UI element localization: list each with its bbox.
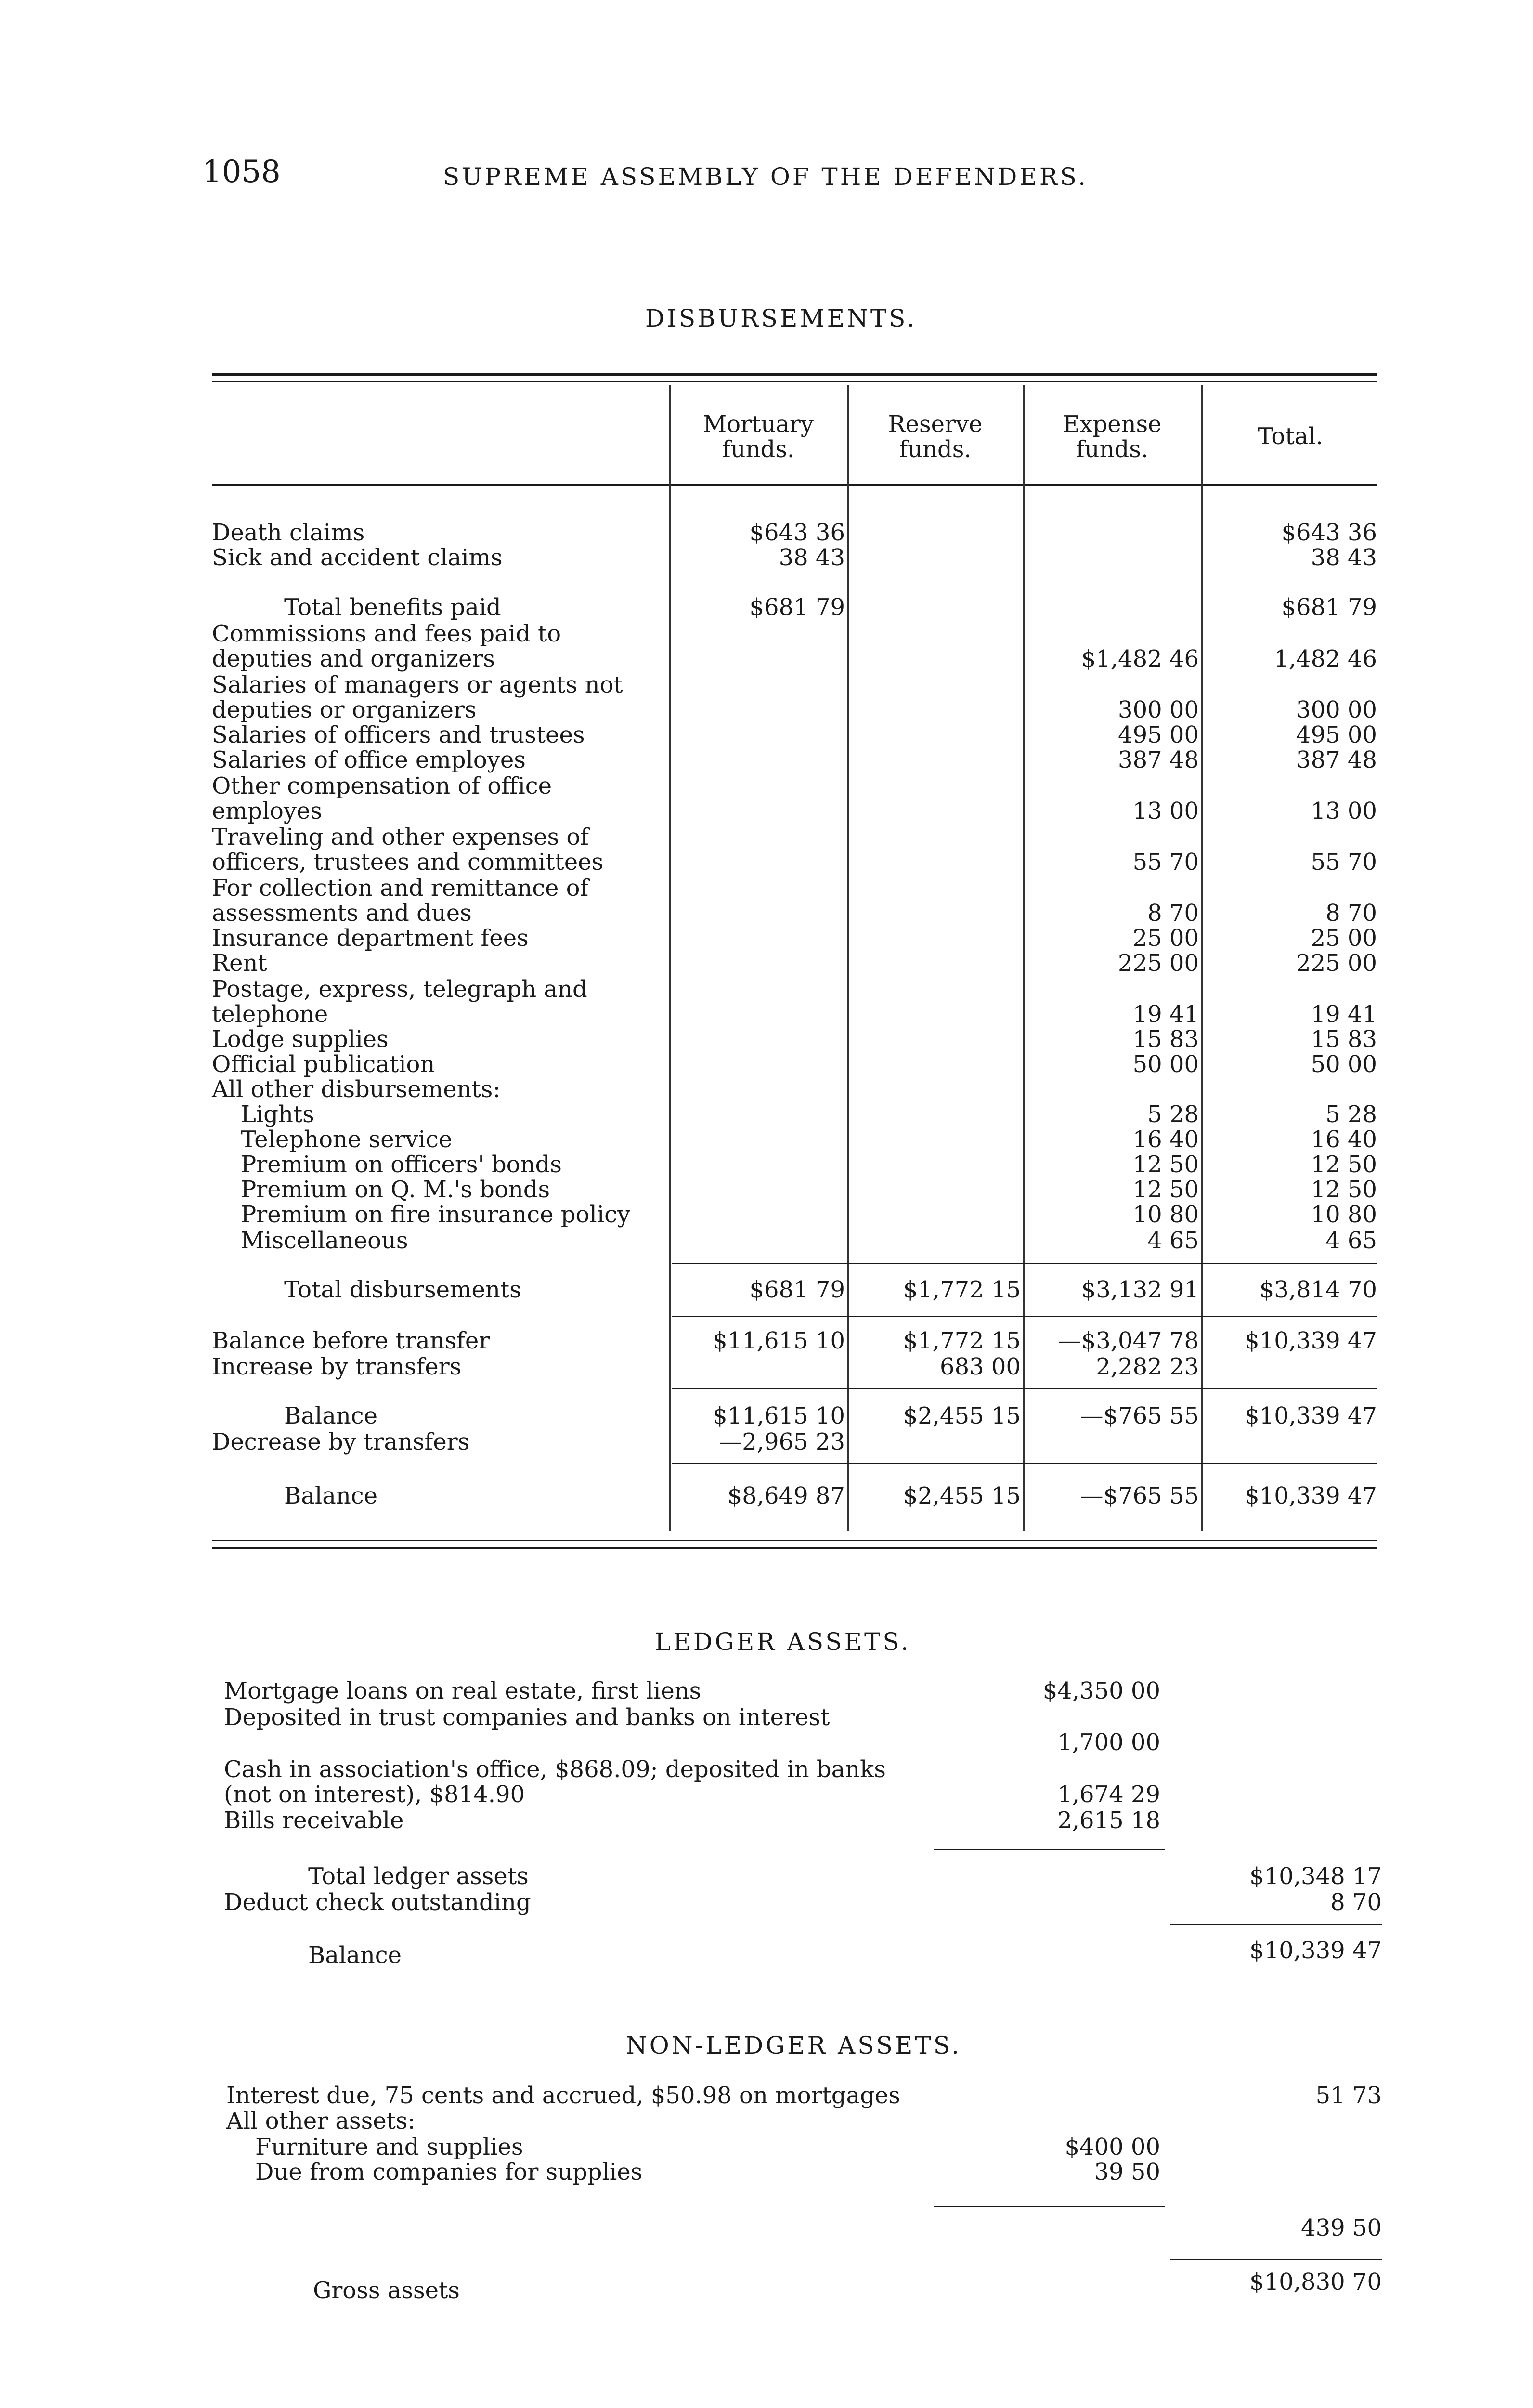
cell-total: $10,339 47	[1245, 1402, 1377, 1429]
disbursements-title: DISBURSEMENTS.	[645, 304, 917, 332]
ledger-rule	[1170, 1924, 1382, 1925]
cell-expense: 225 00	[1118, 950, 1199, 977]
bottom-rule-thin	[212, 1540, 1377, 1541]
cell-total: $681 79	[1281, 594, 1377, 621]
row-label-final-balance: Balance	[284, 1482, 378, 1509]
running-head: SUPREME ASSEMBLY OF THE DEFENDERS.	[443, 163, 1088, 191]
cell-reserve: $2,455 15	[903, 1402, 1021, 1429]
ledger-balance-value: $10,339 47	[1249, 1937, 1382, 1964]
cell-expense: $1,482 46	[1081, 645, 1199, 672]
ledger-assets-title: LEDGER ASSETS.	[655, 1628, 911, 1656]
cell-mortuary: $11,615 10	[713, 1327, 845, 1354]
subtotal-rule	[672, 1388, 1377, 1389]
page-number: 1058	[202, 154, 281, 190]
ledger-total-value: $10,348 17	[1249, 1863, 1382, 1890]
cell-expense: 15 83	[1132, 1026, 1199, 1053]
top-rule-thin	[212, 381, 1377, 382]
row-label-premium-fire: Premium on fire insurance policy	[241, 1201, 631, 1228]
bottom-double-rule	[212, 1547, 1377, 1549]
cell-expense: 2,282 23	[1096, 1353, 1199, 1380]
cell-expense: $3,132 91	[1081, 1276, 1199, 1303]
cell-total: 55 70	[1311, 849, 1377, 876]
ledger-rule	[934, 1849, 1165, 1850]
cell-total: 4 65	[1325, 1227, 1377, 1254]
row-label-commissions: Commissions and fees paid to deputies and organizers	[212, 620, 561, 672]
cell-expense: 495 00	[1118, 721, 1199, 748]
row-label-lights: Lights	[241, 1101, 314, 1128]
cell-mortuary: $643 36	[749, 519, 845, 546]
cell-total: 495 00	[1296, 721, 1377, 748]
cell-expense: 300 00	[1118, 696, 1199, 723]
row-label-all-other: All other disbursements:	[212, 1076, 501, 1103]
cell-total: 15 83	[1311, 1026, 1377, 1053]
row-label-salaries-office: Salaries of office employes	[212, 746, 526, 773]
cell-reserve: $1,772 15	[903, 1327, 1021, 1354]
row-label-balance: Balance	[284, 1402, 378, 1429]
cell-expense: 25 00	[1132, 925, 1199, 952]
cell-total: $10,339 47	[1245, 1482, 1377, 1509]
cell-mortuary: —2,965 23	[719, 1428, 845, 1455]
cell-total: 8 70	[1325, 900, 1377, 927]
gross-assets-value: $10,830 70	[1249, 2268, 1382, 2295]
ledger-deduct-value: 8 70	[1330, 1889, 1382, 1916]
row-label-salaries-managers: Salaries of managers or agents not deputies or organizers	[212, 671, 623, 723]
ledger-item-label: Bills receivable	[224, 1807, 404, 1834]
cell-expense: 55 70	[1132, 849, 1199, 876]
cell-expense: —$3,047 78	[1058, 1327, 1199, 1354]
cell-reserve: $2,455 15	[903, 1482, 1021, 1509]
interest-value: 51 73	[1315, 2082, 1382, 2109]
non-ledger-item-label: Due from companies for supplies	[255, 2159, 643, 2186]
ledger-item-value: 1,700 00	[1057, 1729, 1160, 1756]
row-label-sick-accident: Sick and accident claims	[212, 544, 503, 571]
non-ledger-rule	[934, 2206, 1165, 2207]
col-sep-1	[669, 385, 671, 1531]
row-label-total-disbursements: Total disbursements	[284, 1276, 521, 1303]
subtotal-rule	[672, 1463, 1377, 1464]
cell-reserve: 683 00	[940, 1353, 1021, 1380]
ledger-item-value: 2,615 18	[1057, 1807, 1160, 1834]
row-label-miscellaneous: Miscellaneous	[241, 1227, 408, 1254]
gross-assets-label: Gross assets	[313, 2277, 460, 2304]
cell-reserve: $1,772 15	[903, 1276, 1021, 1303]
cell-total: 1,482 46	[1274, 645, 1377, 672]
row-label-collection: For collection and remittance of assessments and dues	[212, 875, 589, 927]
cell-expense: 8 70	[1147, 900, 1199, 927]
cell-total: 12 50	[1311, 1151, 1377, 1178]
cell-total: 12 50	[1311, 1176, 1377, 1203]
cell-expense: 10 80	[1132, 1201, 1199, 1228]
non-ledger-item-value: 39 50	[1094, 2159, 1160, 2186]
non-ledger-rule	[1170, 2259, 1382, 2260]
col-sep-3	[1023, 385, 1025, 1531]
row-label-balance-before: Balance before transfer	[212, 1327, 490, 1354]
row-label-total-benefits: Total benefits paid	[284, 594, 501, 621]
cell-total: $643 36	[1281, 519, 1377, 546]
non-ledger-item-value: $400 00	[1065, 2133, 1160, 2160]
cell-expense: 16 40	[1132, 1126, 1199, 1153]
row-label-premium-officers: Premium on officers' bonds	[241, 1151, 562, 1178]
row-label-other-compensation: Other compensation of office employes	[212, 772, 552, 824]
cell-total: 16 40	[1311, 1126, 1377, 1153]
cell-total: 19 41	[1311, 1001, 1377, 1028]
row-label-decrease-transfers: Decrease by transfers	[212, 1428, 470, 1455]
col-header-expense: Expense funds.	[1063, 411, 1162, 463]
cell-total: 387 48	[1296, 746, 1377, 773]
cell-expense: —$765 55	[1080, 1482, 1199, 1509]
cell-expense: 50 00	[1132, 1051, 1199, 1078]
row-label-lodge-supplies: Lodge supplies	[212, 1026, 389, 1053]
cell-total: 225 00	[1296, 950, 1377, 977]
cell-total: $3,814 70	[1259, 1276, 1377, 1303]
cell-total: 5 28	[1325, 1101, 1377, 1128]
ledger-item-label: Mortgage loans on real estate, first liens	[224, 1677, 702, 1704]
row-label-rent: Rent	[212, 950, 267, 977]
non-ledger-item-label: Furniture and supplies	[255, 2133, 523, 2160]
col-header-total: Total.	[1258, 423, 1323, 450]
ledger-item-value: 1,674 29	[1057, 1781, 1160, 1808]
ledger-item-value: $4,350 00	[1042, 1677, 1160, 1704]
subtotal-rule	[672, 1316, 1377, 1317]
cell-expense: 5 28	[1147, 1101, 1199, 1128]
cell-mortuary: $681 79	[749, 1276, 845, 1303]
cell-total: 38 43	[1311, 544, 1377, 571]
cell-total: $10,339 47	[1245, 1327, 1377, 1354]
row-label-postage: Postage, express, telegraph and telephone	[212, 976, 587, 1028]
cell-mortuary: $11,615 10	[713, 1402, 845, 1429]
other-assets-label: All other assets:	[226, 2107, 416, 2134]
row-label-telephone: Telephone service	[241, 1126, 453, 1153]
cell-total: 25 00	[1311, 925, 1377, 952]
cell-mortuary: 38 43	[779, 544, 845, 571]
col-sep-2	[847, 385, 849, 1531]
cell-total: 13 00	[1311, 798, 1377, 824]
cell-expense: 12 50	[1132, 1151, 1199, 1178]
row-label-official-publication: Official publication	[212, 1051, 435, 1078]
ledger-balance-label: Balance	[308, 1942, 402, 1969]
cell-total: 10 80	[1311, 1201, 1377, 1228]
ledger-total-label: Total ledger assets	[308, 1863, 529, 1890]
cell-total: 300 00	[1296, 696, 1377, 723]
ledger-item-label: Cash in association's office, $868.09; deposited in banks (not on interest), $814.90	[224, 1756, 886, 1808]
row-label-increase-transfers: Increase by transfers	[212, 1353, 462, 1380]
row-label-premium-qm: Premium on Q. M.'s bonds	[241, 1176, 550, 1203]
col-sep-4	[1201, 385, 1203, 1531]
col-header-reserve: Reserve funds.	[888, 411, 983, 463]
interest-label: Interest due, 75 cents and accrued, $50.98 on mortgages	[226, 2082, 900, 2109]
top-double-rule	[212, 373, 1377, 376]
non-ledger-subtotal: 439 50	[1301, 2214, 1382, 2241]
cell-expense: 12 50	[1132, 1176, 1199, 1203]
ledger-deduct-label: Deduct check outstanding	[224, 1889, 531, 1916]
cell-expense: —$765 55	[1080, 1402, 1199, 1429]
row-label-traveling: Traveling and other expenses of officers, trustees and committees	[212, 824, 604, 876]
cell-expense: 19 41	[1132, 1001, 1199, 1028]
cell-mortuary: $8,649 87	[727, 1482, 845, 1509]
cell-expense: 387 48	[1118, 746, 1199, 773]
cell-expense: 4 65	[1147, 1227, 1199, 1254]
cell-total: 50 00	[1311, 1051, 1377, 1078]
cell-mortuary: $681 79	[749, 594, 845, 621]
ledger-item-label: Deposited in trust companies and banks on interest	[224, 1704, 830, 1731]
subtotal-rule	[672, 1263, 1377, 1264]
col-header-mortuary: Mortuary funds.	[703, 411, 814, 463]
non-ledger-assets-title: NON-LEDGER ASSETS.	[626, 2031, 962, 2059]
row-label-insurance-fees: Insurance department fees	[212, 925, 529, 952]
row-label-salaries-officers: Salaries of officers and trustees	[212, 721, 585, 748]
row-label-death-claims: Death claims	[212, 519, 365, 546]
cell-expense: 13 00	[1132, 798, 1199, 824]
